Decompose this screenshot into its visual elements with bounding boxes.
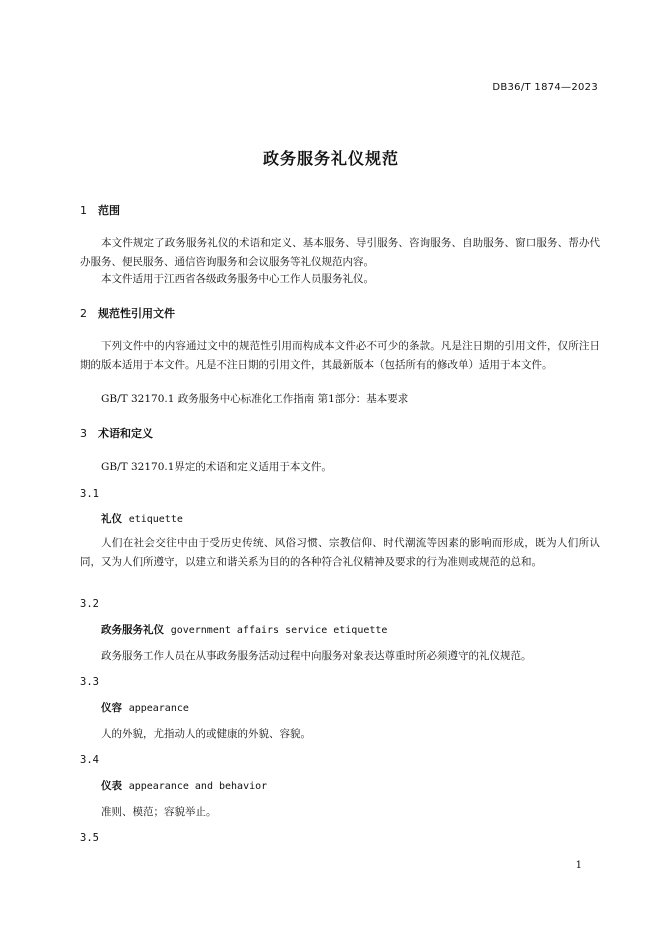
paragraph: 本文件适用于江西省各级政务服务中心工作人员服务礼仪。 — [101, 273, 374, 285]
document-code: DB36/T 1874—2023 — [492, 82, 598, 93]
section-number: 3 — [80, 427, 87, 440]
paragraph: 下列文件中的内容通过文中的规范性引用而构成本文件必不可少的条款。凡是注日期的引用文件，仅所注日期的版本适用于本文件。凡是不注日期的引用文件，其最新版本（包括所有的修改单）适用于本文件。 — [80, 340, 600, 371]
paragraph: GB/T 32170.1界定的术语和定义适用于本文件。 — [101, 461, 332, 473]
section-title: 范围 — [98, 204, 120, 217]
term-definition: 人们在社会交往中由于受历史传统、风俗习惯、宗教信仰、时代潮流等因素的影响而形成，既为人们所认同，又为人们所遵守，以建立和谐关系为目的的各种符合礼仪精神及要求的行为准则或规范的总和。 — [80, 537, 600, 568]
section-title: 术语和定义 — [98, 427, 153, 440]
term-en: appearance and behavior — [128, 781, 268, 792]
term-number: 3.4 — [80, 754, 99, 766]
section-heading-1 — [80, 202, 120, 218]
term-en: etiquette — [128, 514, 183, 525]
normative-reference: GB/T 32170.1 政务服务中心标准化工作指南 第1部分：基本要求 — [101, 393, 409, 405]
section-number: 2 — [80, 307, 87, 320]
page-title: 政务服务礼仪规范 — [262, 149, 399, 168]
term-zh: 仪表 — [101, 780, 122, 792]
section-title: 规范性引用文件 — [98, 307, 175, 320]
section-heading-3 — [80, 425, 153, 441]
term-definition: 准则、模范；容貌举止。 — [101, 806, 217, 818]
term-en: government affairs service etiquette — [170, 625, 388, 636]
term-number: 3.5 — [80, 832, 99, 844]
paragraph: 本文件规定了政务服务礼仪的术语和定义、基本服务、导引服务、咨询服务、自助服务、窗口服务、帮办代办服务、便民服务、通信咨询服务和会议服务等礼仪规范内容。 — [80, 237, 600, 268]
term-number: 3.3 — [80, 676, 99, 688]
section-heading-2 — [80, 305, 175, 321]
term-heading — [101, 511, 183, 526]
term-en: appearance — [128, 703, 189, 714]
term-heading — [101, 778, 267, 793]
page-number: 1 — [575, 860, 582, 871]
term-heading — [101, 700, 189, 715]
term-zh: 政务服务礼仪 — [101, 624, 164, 636]
term-zh: 仪容 — [101, 702, 122, 714]
term-zh: 礼仪 — [101, 513, 122, 525]
term-number: 3.2 — [80, 598, 99, 610]
term-definition: 政务服务工作人员在从事政务服务活动过程中向服务对象表达尊重时所必须遵守的礼仪规范。 — [101, 650, 532, 662]
term-number: 3.1 — [80, 488, 99, 500]
term-definition: 人的外貌，尤指动人的或健康的外貌、容貌。 — [101, 728, 311, 740]
section-number: 1 — [80, 204, 87, 217]
term-heading — [101, 622, 387, 637]
